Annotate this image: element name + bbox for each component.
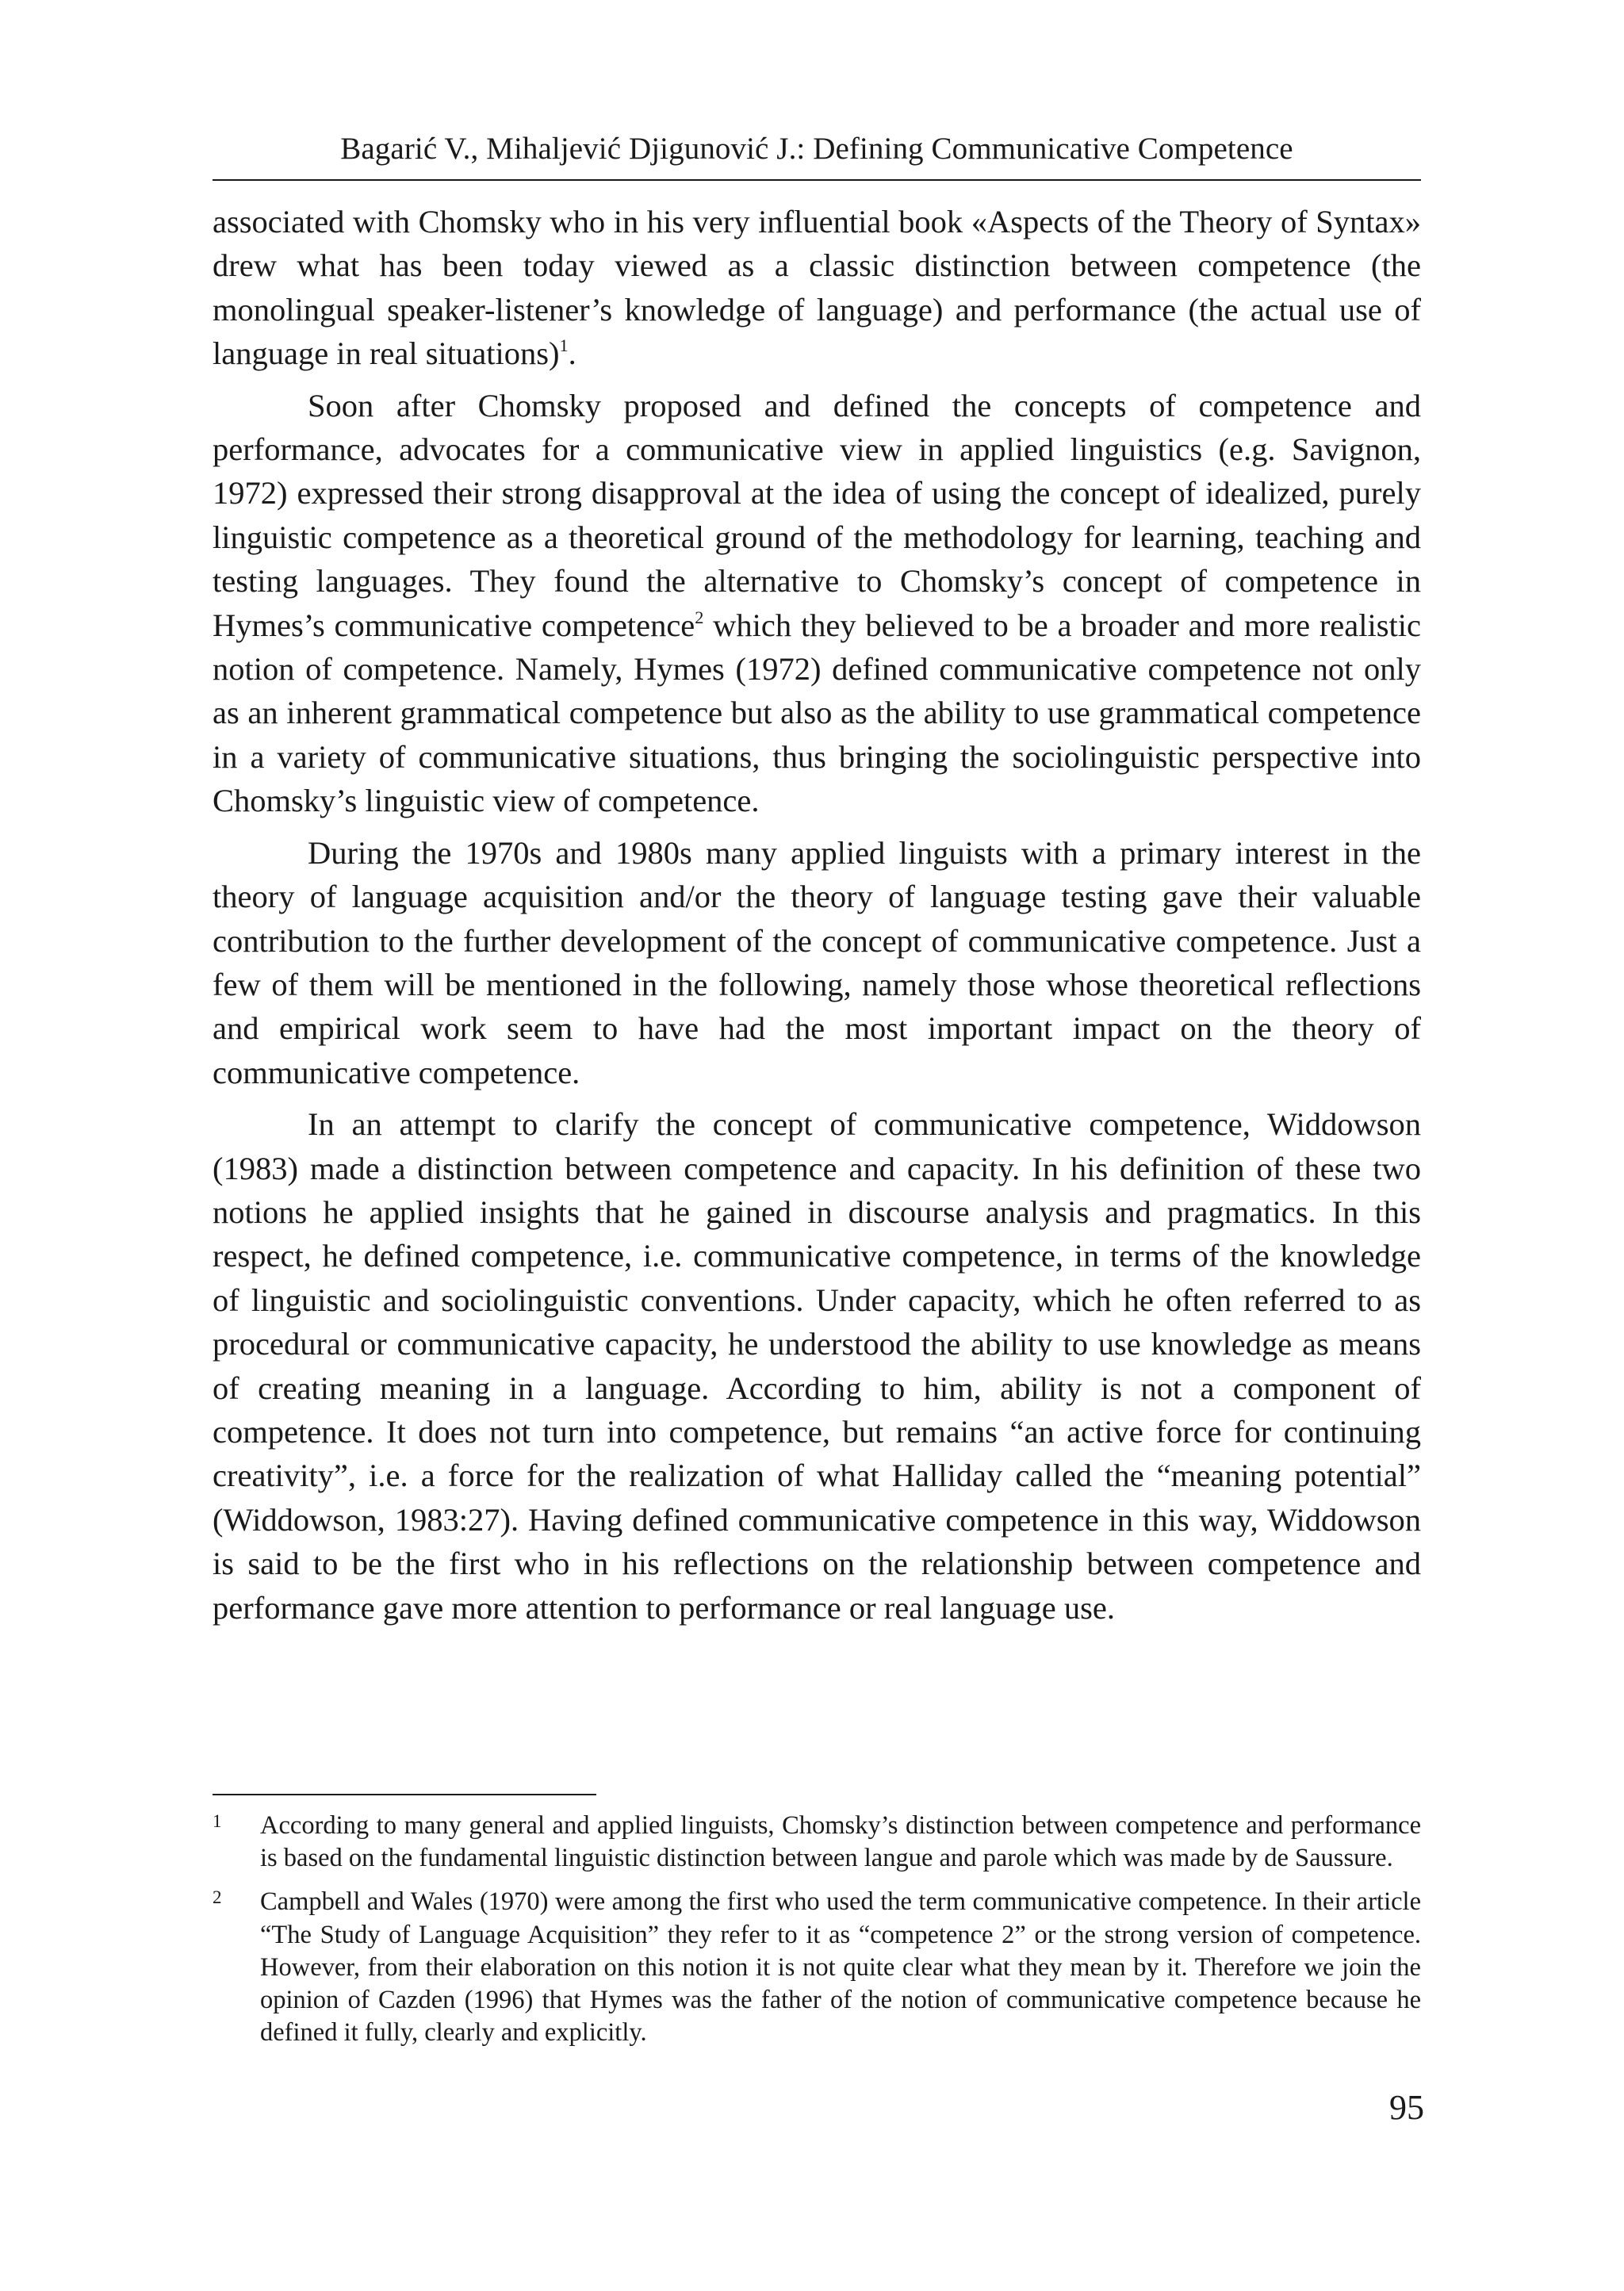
running-header: Bagarić V., Mihaljević Djigunović J.: Defining Communicative Competence — [340, 132, 1293, 166]
footnote-mark-2: 2 — [213, 1887, 222, 1908]
footnotes — [213, 1810, 1421, 2060]
paragraph-2-text-b: which they believed to be a broader and more realistic notion of competence. Namely, Hymes (1972) defined communicative competence not only as an inherent grammatical competence but also as the ability to use grammatical competence in a variety of communicative situations, thus bringing the sociolinguistic perspective into Chomsky’s linguistic view of competence. — [213, 607, 1421, 819]
body-text — [213, 200, 1421, 1638]
paragraph-1-text: associated with Chomsky who in his very influential book «Aspects of the Theory of Syntax» drew what has been today viewed as a classic distinction between competence (the monolingual speaker-listener’s knowledge of language) and performance (the actual use of language in real situations) — [213, 204, 1421, 372]
page-number: 95 — [1389, 2088, 1424, 2127]
footnote-rule — [213, 1794, 596, 1795]
footnote-text-1: According to many general and applied linguists, Chomsky’s distinction between competence and performance is based on the fundamental linguistic distinction between langue and parole which was made by de Saussure. — [260, 1811, 1421, 1873]
paragraph-2-text-a: Soon after Chomsky proposed and defined the concepts of competence and performance, advocates for a communicative view in applied linguistics (e.g. Savignon, 1972) expressed their strong disapproval at the idea of using the concept of idealized, purely linguistic competence as a theoretical ground of the methodology for learning, teaching and testing languages. They found the alternative to Chomsky’s concept of competence in Hymes’s communicative competence — [213, 387, 1421, 643]
footnote-ref-1[interactable]: 1 — [559, 335, 569, 356]
header-rule — [213, 179, 1421, 181]
footnote-ref-2[interactable]: 2 — [695, 607, 704, 627]
footnote-2 — [213, 1886, 1421, 2049]
footnote-mark-1: 1 — [213, 1811, 222, 1831]
footnote-1 — [213, 1810, 1421, 1875]
paragraph-1 — [213, 200, 1421, 376]
paragraph-3: During the 1970s and 1980s many applied linguists with a primary interest in the theory of language acquisition and/or the theory of language testing gave their valuable contribution to the further development of the concept of communicative competence. Just a few of them will be mentioned in the following, namely those whose theoretical reflections and empirical work seem to have had the most important impact on the theory of communicative competence. — [213, 834, 1421, 1090]
paragraph-4: In an attempt to clarify the concept of communicative competence, Widdowson (1983) made a distinction between competence and capacity. In his definition of these two notions he applied insights that he gained in discourse analysis and pragmatics. In this respect, he defined competence, i.e. communicative competence, in terms of the knowledge of linguistic and sociolinguistic conventions. Under capacity, which he often referred to as procedural or communicative capacity, he understood the ability to use knowledge as means of creating meaning in a language. According to him, ability is not a component of competence. It does not turn into competence, but remains “an active force for continuing creativity”, i.e. a force for the realization of what Halliday called the “meaning potential” (Widdowson, 1983:27). Having defined communicative competence in this way, Widdowson is said to be the first who in his reflections on the relationship between competence and performance gave more attention to performance or real language use. — [213, 1106, 1421, 1626]
paragraph-1-tail: . — [568, 335, 576, 372]
paragraph-2 — [213, 384, 1421, 823]
paper-page — [213, 0, 1424, 2291]
footnote-text-2: Campbell and Wales (1970) were among the first who used the term communicative competence. In their article “The Study of Language Acquisition” they refer to it as “competence 2” or the strong version of competence. However, from their elaboration on this notion it is not quite clear what they mean by it. Therefore we join the opinion of Cazden (1996) that Hymes was the father of the notion of communicative competence because he defined it fully, clearly and explicitly. — [260, 1887, 1421, 2048]
